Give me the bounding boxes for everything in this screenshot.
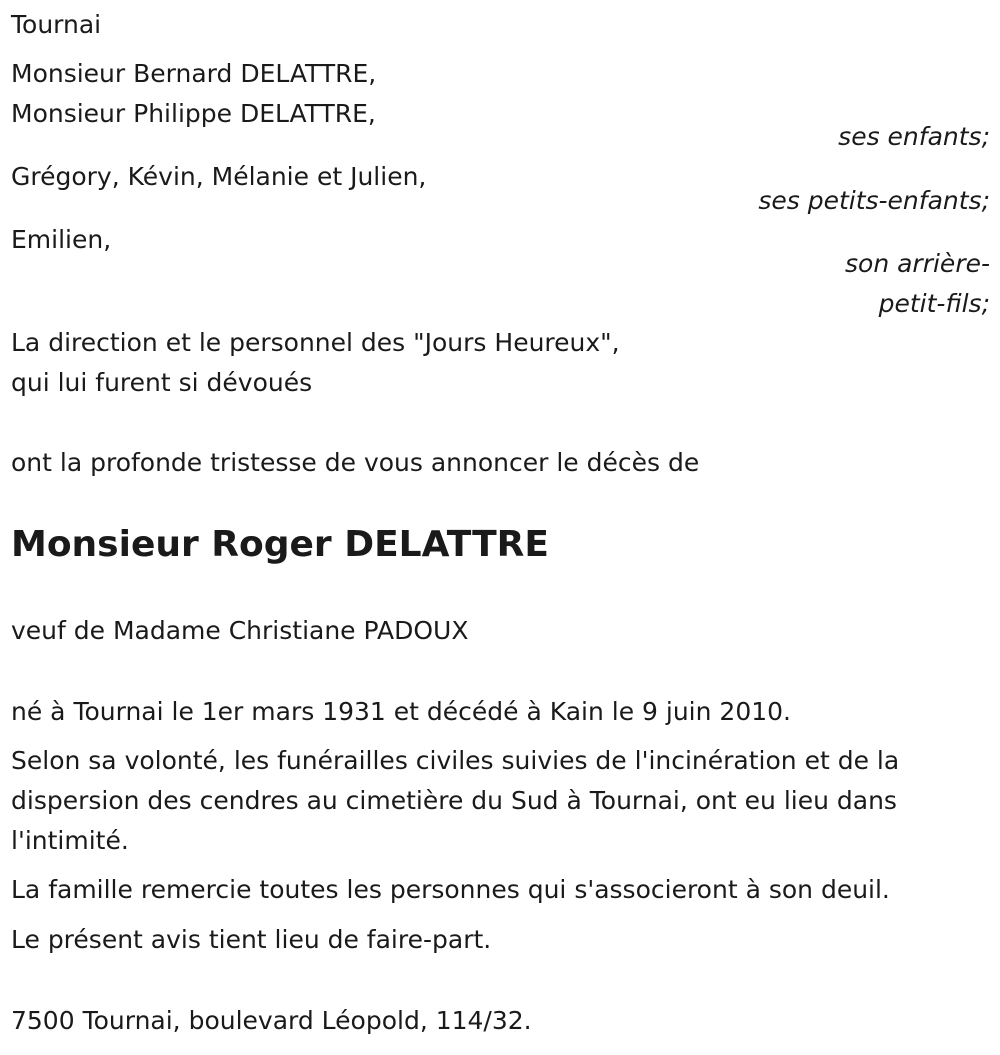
spouse-text: veuf de Madame Christiane PADOUX — [11, 616, 469, 645]
thanks-text: La famille remercie toutes les personnes qui s'associeront à son deuil. — [11, 875, 890, 904]
notice-text: Le présent avis tient lieu de faire-part. — [11, 925, 492, 954]
staff-line-2: qui lui furent si dévoués — [11, 368, 313, 397]
grandchildren-names: Grégory, Kévin, Mélanie et Julien, — [11, 162, 427, 191]
great-grandchild-name: Emilien, — [11, 225, 112, 254]
city-heading: Tournai — [11, 10, 102, 39]
children-relation: ses enfants; — [838, 122, 990, 151]
birth-death-text: né à Tournai le 1er mars 1931 et décédé à Kain le 9 juin 2010. — [11, 697, 791, 726]
grandchildren-relation: ses petits-enfants; — [758, 186, 990, 215]
child-name-1: Monsieur Bernard DELATTRE, — [11, 59, 377, 88]
deceased-name: Monsieur Roger DELATTRE — [11, 524, 549, 565]
staff-line-1: La direction et le personnel des "Jours Heureux", — [11, 328, 620, 357]
funeral-text: Selon sa volonté, les funérailles civiles suivies de l'incinération et de la dispersion des cendres au cimetière du Sud à Tournai, ont eu lieu dans l'intimité. — [11, 746, 900, 855]
great-grandchild-relation-line2: petit-fils; — [878, 289, 990, 318]
address-text: 7500 Tournai, boulevard Léopold, 114/32. — [11, 1006, 532, 1035]
announcement-text: ont la profonde tristesse de vous annoncer le décès de — [11, 448, 700, 477]
great-grandchild-relation-line1: son arrière- — [845, 249, 990, 278]
child-name-2: Monsieur Philippe DELATTRE, — [11, 99, 376, 128]
